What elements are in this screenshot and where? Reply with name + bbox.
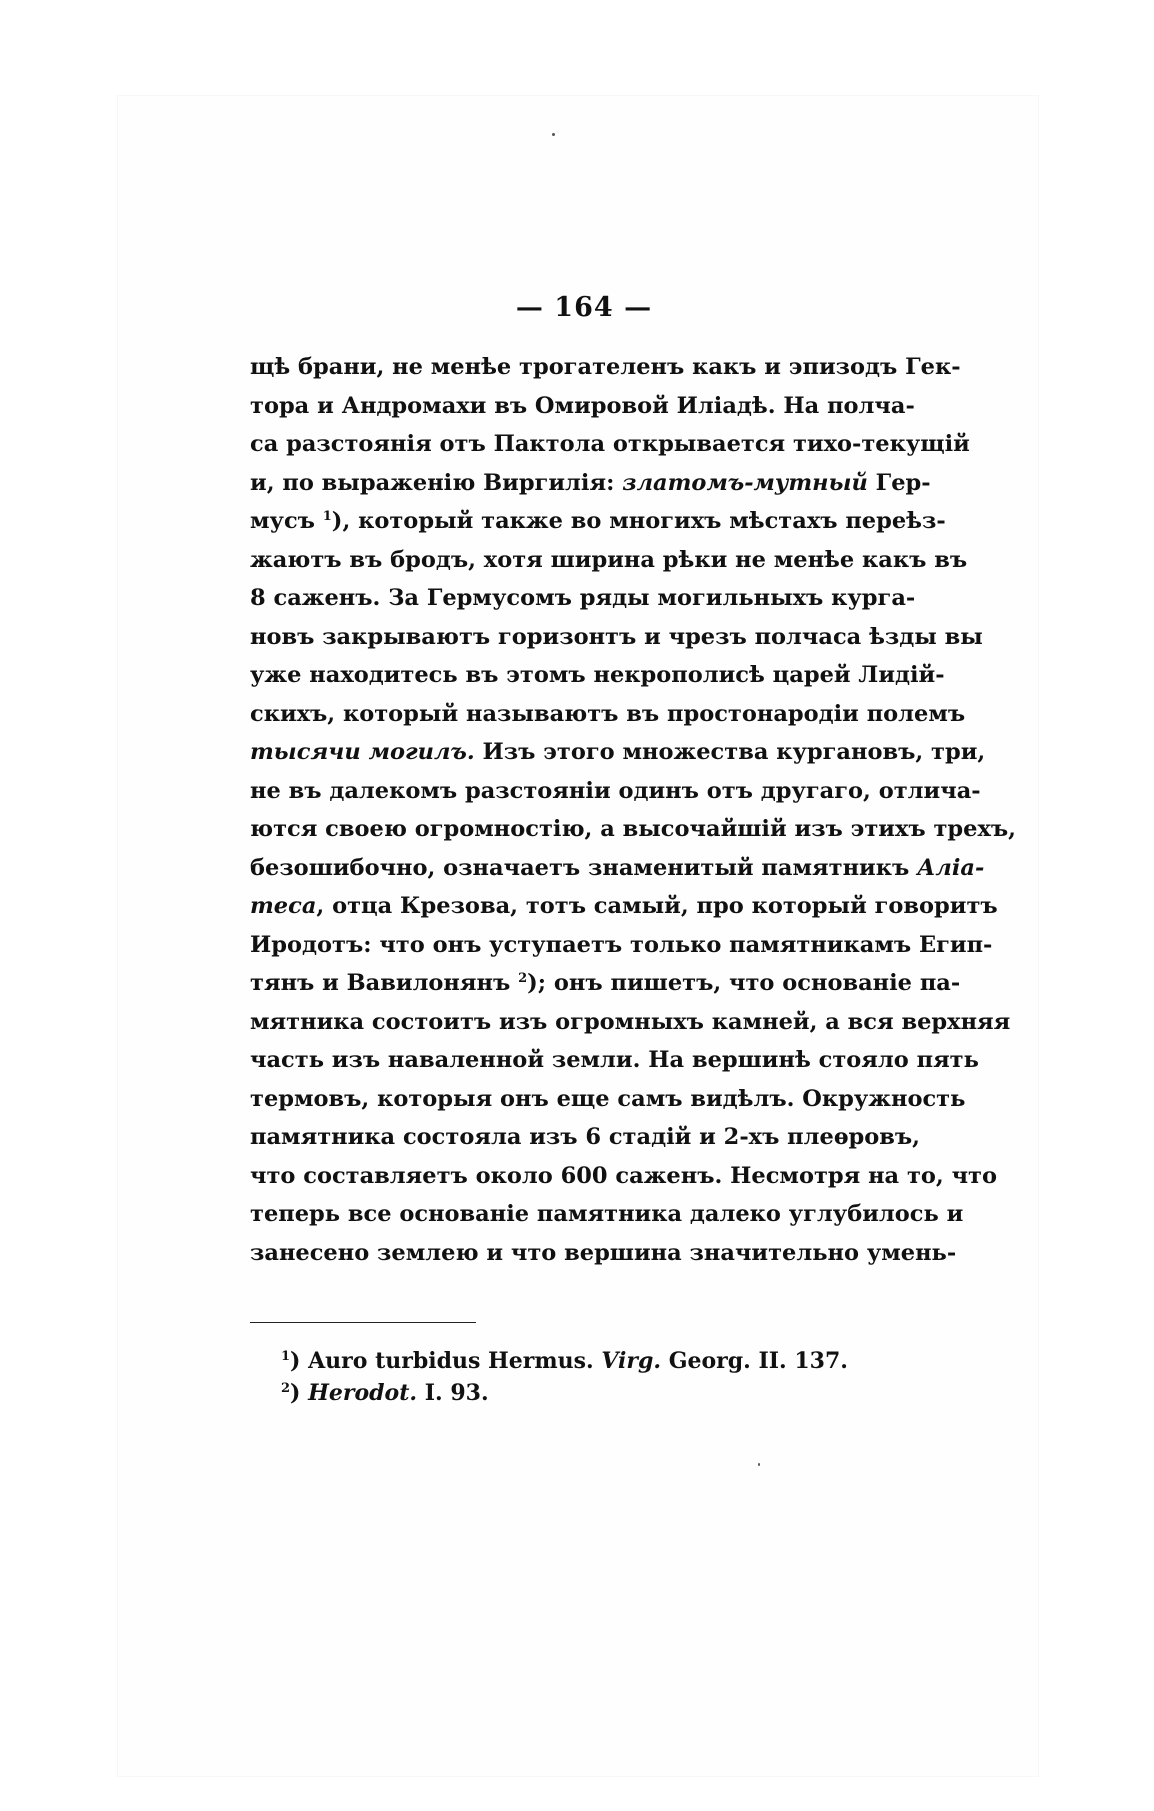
text-run: ); онъ пишетъ, что основаніе па- — [527, 970, 961, 996]
text-line — [250, 1157, 997, 1196]
text-line — [250, 964, 961, 1003]
text-run: не въ далекомъ разстояніи одинъ отъ другаго, отлича- — [250, 777, 981, 804]
text-line — [250, 464, 931, 503]
body-text — [250, 348, 1016, 1272]
footnote-ref: 1 — [322, 509, 332, 524]
text-run: жаютъ въ бродъ, хотя ширина рѣки не менѣе какъ въ — [250, 546, 968, 573]
italic-text: тысячи могилъ. — [250, 739, 475, 765]
text-run: 8 саженъ. За Гермусомъ ряды могильныхъ курга- — [250, 585, 916, 611]
text-run: тянъ и Вавилонянъ — [250, 970, 519, 996]
text-run: Иродотъ: что онъ уступаетъ только памятникамъ Егип- — [250, 931, 993, 958]
footnote-source: Herodot. — [308, 1380, 418, 1406]
text-run: уже находитесь въ этомъ некрополисѣ царей Лидій- — [250, 662, 945, 688]
italic-text: Аліа- — [917, 854, 985, 881]
text-run: , отца Крезова, тотъ самый, про который говоритъ — [316, 893, 998, 919]
text-run: новъ закрываютъ горизонтъ и чрезъ полчаса ѣзды вы — [250, 623, 983, 650]
text-run: термовъ, которыя онъ еще самъ видѣлъ. Окружность — [250, 1085, 966, 1112]
footnote-divider — [250, 1322, 476, 1323]
footnote-mark: 1 — [281, 1349, 291, 1364]
text-run: тора и Андромахи въ Омировой Иліадѣ. На полча- — [250, 392, 915, 419]
text-run: скихъ, который называютъ въ простонародіи полемъ — [250, 700, 966, 727]
text-run: памятника состояла изъ 6 стадій и 2-хъ плеѳровъ, — [250, 1124, 920, 1150]
text-run: мятника состоитъ изъ огромныхъ камней, а вся верхняя — [250, 1008, 1011, 1035]
footnote-text: ) Auro turbidus Hermus. — [290, 1348, 602, 1374]
text-line — [250, 348, 961, 387]
text-run: что составляетъ около 600 саженъ. Несмотря на то, что — [250, 1162, 997, 1189]
text-line — [250, 618, 983, 657]
text-run: Изъ этого множества кургановъ, три, — [474, 739, 986, 765]
footnote — [281, 1345, 848, 1377]
text-line — [250, 387, 915, 426]
text-line — [250, 656, 945, 695]
footnote-source: Virg. — [601, 1348, 662, 1374]
text-line — [250, 695, 966, 734]
text-line — [250, 541, 968, 580]
text-line — [250, 772, 981, 811]
text-line — [250, 1041, 979, 1080]
text-line — [250, 579, 916, 618]
text-line — [250, 810, 1016, 849]
text-run: часть изъ наваленной земли. На вершинѣ стояло пять — [250, 1047, 979, 1073]
text-run: безошибочно, означаетъ знаменитый памятникъ — [250, 854, 918, 881]
italic-text: златомъ-мутный — [622, 469, 868, 496]
footnotes — [281, 1345, 848, 1409]
footnote-mark: 2 — [281, 1381, 291, 1396]
text-line — [250, 1118, 920, 1157]
text-run: ются своею огромностію, а высочайшій изъ этихъ трехъ, — [250, 816, 1016, 842]
text-line — [250, 1003, 1011, 1042]
footnote-ref: 2 — [518, 971, 528, 986]
speck-mark — [552, 133, 555, 136]
text-line — [250, 1080, 966, 1119]
text-run: щѣ брани, не менѣе трогателенъ какъ и эпизодъ Гек- — [250, 354, 961, 380]
text-line — [250, 733, 986, 772]
text-line — [250, 849, 985, 888]
text-run: теперь все основаніе памятника далеко углубилось и — [250, 1201, 964, 1227]
footnote-reference: Georg. II. 137. — [661, 1348, 848, 1374]
text-run: са разстоянія отъ Пактола открывается тихо-текущій — [250, 431, 970, 457]
page-number: — 164 — — [515, 292, 653, 323]
text-line — [250, 1195, 964, 1234]
text-run: Гер- — [867, 469, 931, 496]
footnote-text: ) — [290, 1380, 309, 1406]
footnote-reference: I. 93. — [417, 1380, 489, 1406]
text-run: ), который также во многихъ мѣстахъ переѣз- — [331, 508, 946, 534]
text-run: мусъ — [250, 508, 323, 534]
text-line — [250, 887, 998, 926]
italic-text: теса — [250, 893, 317, 919]
text-line — [250, 425, 970, 464]
speck-mark — [758, 1463, 760, 1466]
footnote — [281, 1377, 848, 1409]
text-run: и, по выраженію Виргилія: — [250, 469, 623, 496]
text-line — [250, 502, 946, 541]
text-line — [250, 926, 993, 965]
text-line — [250, 1234, 957, 1273]
text-run: занесено землею и что вершина значительно умень- — [250, 1239, 957, 1266]
